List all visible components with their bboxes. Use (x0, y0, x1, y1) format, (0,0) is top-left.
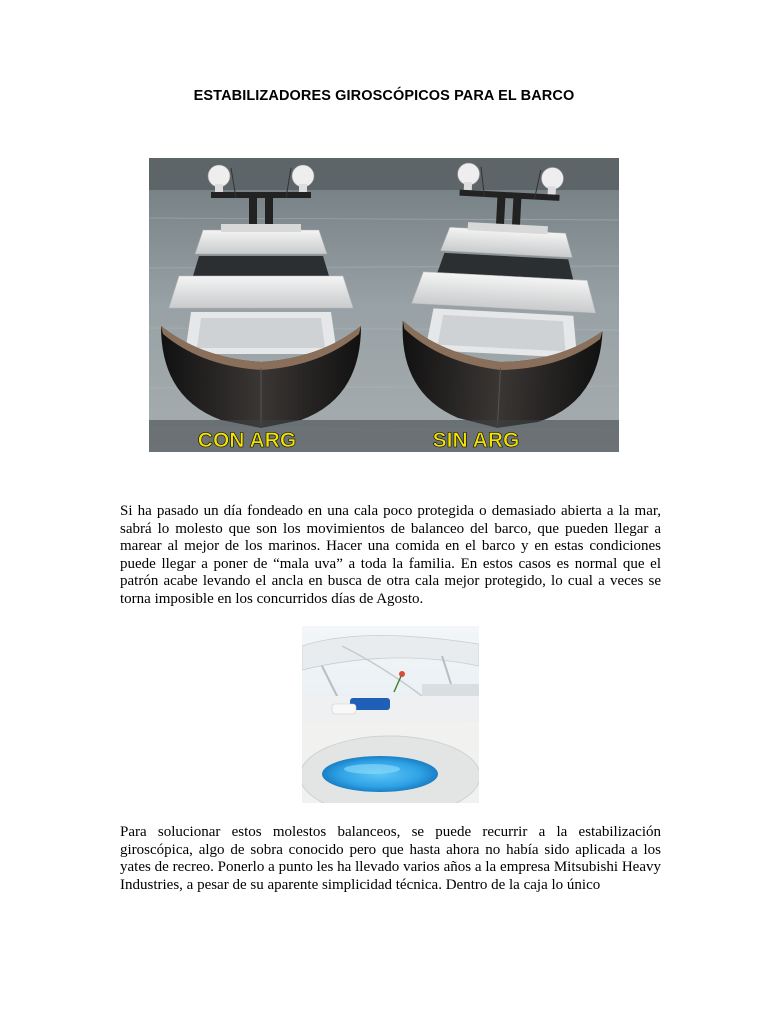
boats-comparison-image (149, 158, 619, 452)
con-arg-label: CON ARG (197, 429, 297, 452)
page-title: ESTABILIZADORES GIROSCÓPICOS PARA EL BARCO (193, 88, 575, 104)
paragraph-2: Para solucionar estos molestos balanceos, se puede recurrir a la estabilización giroscópica, algo de sobra conocido pero que hasta ahora no había sido aplicada a los yates de recreo. Ponerlo a punto les ha llevado varios años a la empresa Mitsubishi Heavy Industries, a pesar de su aparente simplicidad técnica. Dentro de la caja lo único (120, 824, 661, 893)
jacuzzi-deck-image (302, 626, 479, 803)
sin-arg-label: SIN ARG (432, 429, 520, 452)
paragraph-1: Si ha pasado un día fondeado en una cala poco protegida o demasiado abierta a la mar, sabrá lo molesto que son los movimientos de balanceo del barco, que pueden llegar a marear al mejor de los marinos. Hacer una comida en el barco y en estas condiciones puede llegar a poner de “mala uva” a toda la familia. En estos casos es normal que el patrón acabe levando el ancla en busca de otra cala mejor protegido, lo cual a veces se torna imposible en los concurridos días de Agosto. (120, 503, 661, 607)
